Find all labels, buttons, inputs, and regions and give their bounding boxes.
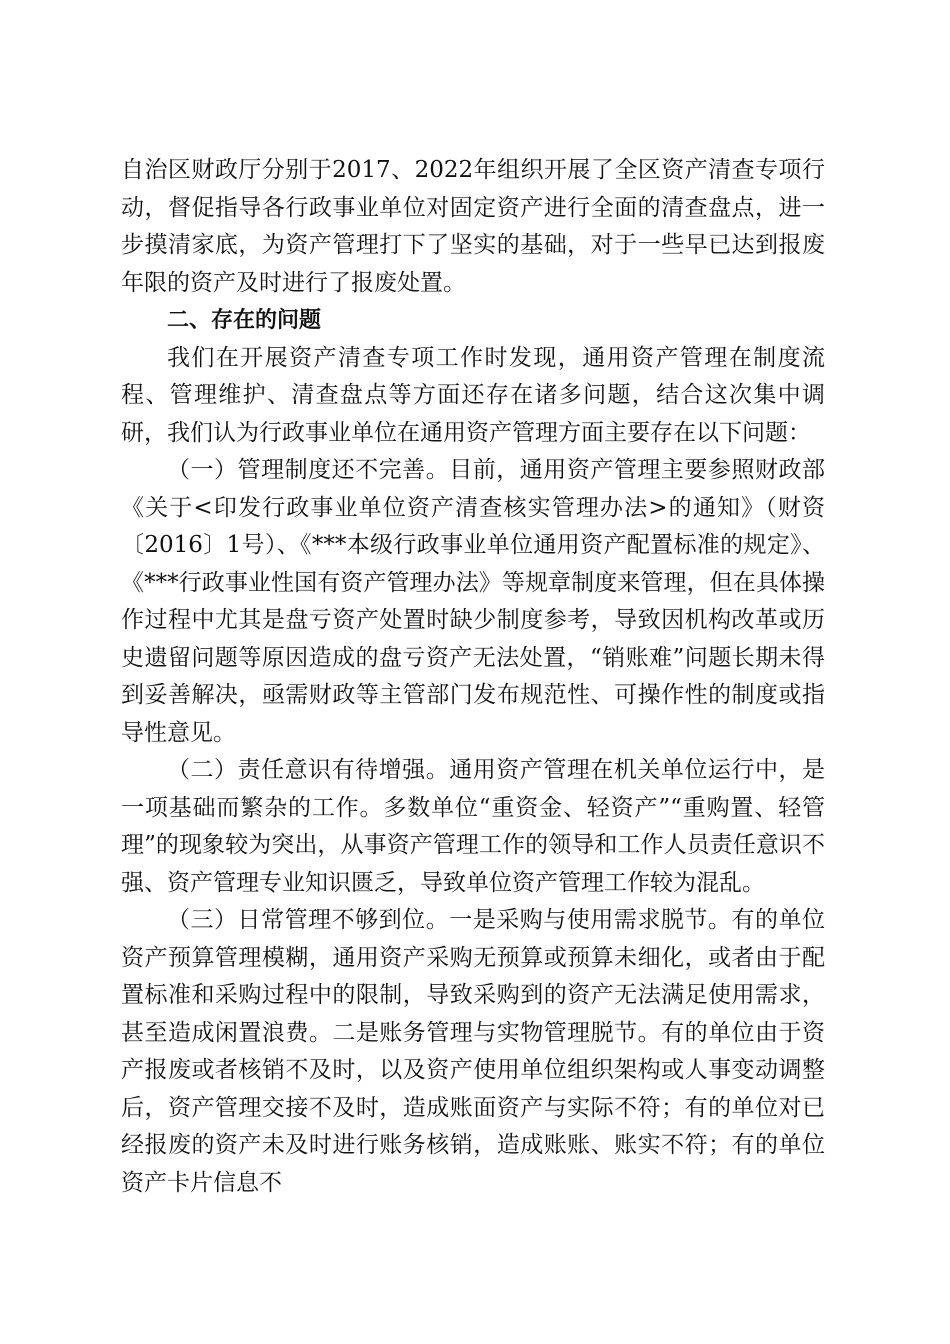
paragraph-asset-inventory: 自治区财政厅分别于2017、2022年组织开展了全区资产清查专项行动，督促指导各行政事业单位对固定资产进行全面的清查盘点，进一步摸清家底，为资产管理打下了坚实的基础，对于一些早已达到报废年限的资产及时进行了报废处置。: [121, 157, 825, 296]
document-body: [121, 152, 825, 1202]
paragraph-problems-intro: 我们在开展资产清查专项工作时发现，通用资产管理在制度流程、管理维护、清查盘点等方面还存在诸多问题，结合这次集中调研，我们认为行政事业单位在通用资产管理方面主要存在以下问题：: [121, 344, 825, 446]
paragraph-management-system: （一）管理制度还不完善。目前，通用资产管理主要参照财政部《关于<印发行政事业单位资产清查核实管理办法>的通知》（财资〔2016〕1号）、《***本级行政事业单位通用资产配置标准的规定》、《***行政事业性国有资产管理办法》等规章制度来管理，但在具体操作过程中尤其是盘亏资产处置时缺少制度参考，导致因机构改革或历史遗留问题等原因造成的盘亏资产无法处置，“销账难”问题长期未得到妥善解决，亟需财政等主管部门发布规范性、可操作性的制度或指导性意见。: [121, 457, 825, 746]
section-heading-problems: 二、存在的问题: [167, 308, 322, 333]
paragraph-daily-management: （三）日常管理不够到位。一是采购与使用需求脱节。有的单位资产预算管理模糊，通用资产采购无预算或预算未细化，或者由于配置标准和采购过程中的限制，导致采购到的资产无法满足使用需求，甚至造成闲置浪费。二是账务管理与实物管理脱节。有的单位由于资产报废或者核销不及时，以及资产使用单位组织架构或人事变动调整后，资产管理交接不及时，造成账面资产与实际不符；有的单位对已经报废的资产未及时进行账务核销，造成账账、账实不符；有的单位资产卡片信息不: [121, 907, 825, 1196]
paragraph-responsibility: （二）责任意识有待增强。通用资产管理在机关单位运行中，是一项基础而繁杂的工作。多数单位“重资金、轻资产”“重购置、轻管理”的现象较为突出，从事资产管理工作的领导和工作人员责任意识不强、资产管理专业知识匮乏，导致单位资产管理工作较为混乱。: [121, 757, 825, 896]
